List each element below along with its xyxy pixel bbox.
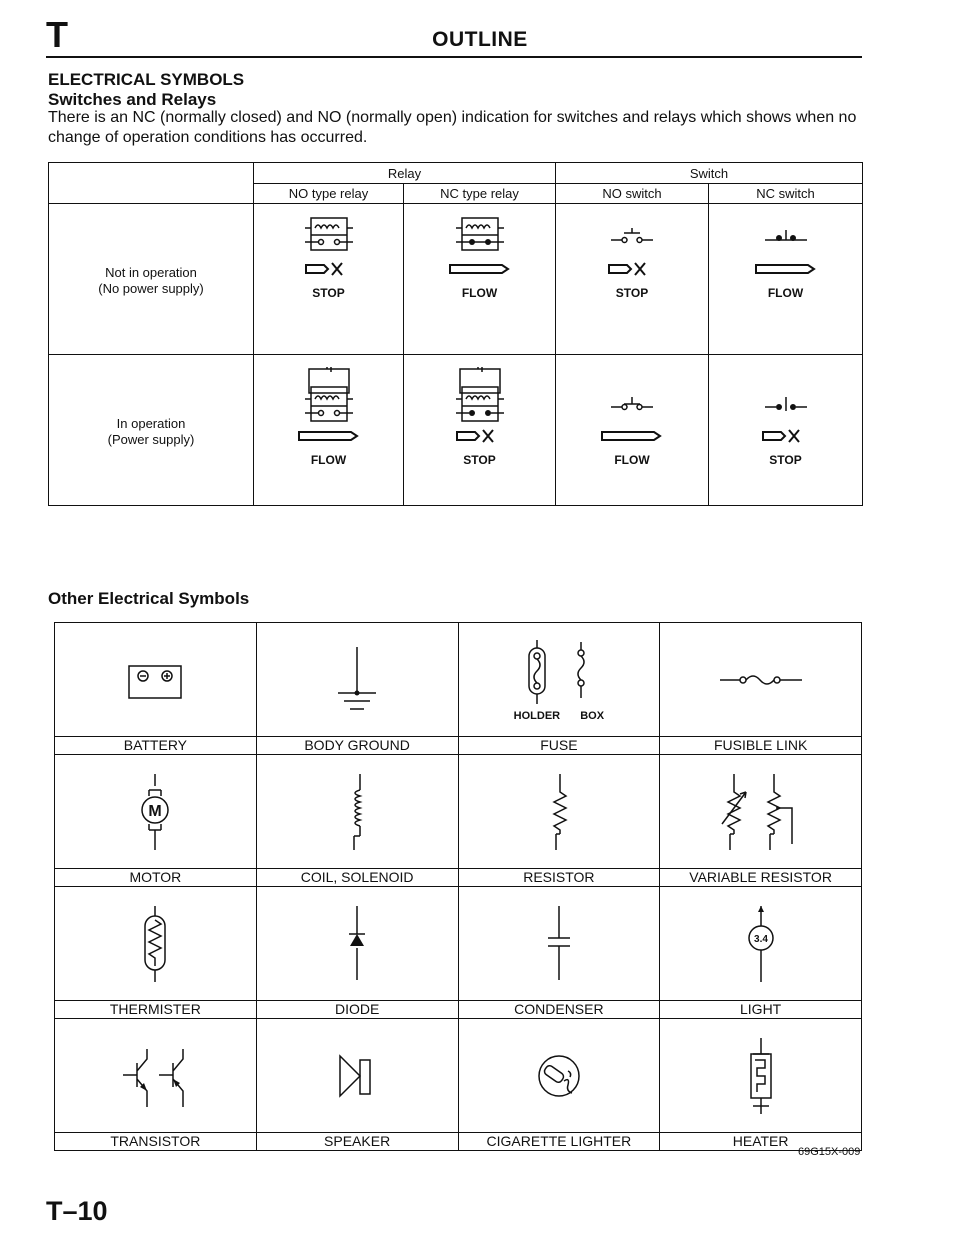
variable-resistor-icon	[716, 772, 806, 852]
no-relay-open-icon	[303, 216, 355, 252]
cell-nc-switch-on	[709, 355, 863, 506]
header-rule	[46, 56, 862, 58]
nc-switch-closed-icon	[761, 216, 811, 252]
flow-arrow-icon	[448, 260, 512, 278]
label-row	[55, 737, 862, 755]
symbol-name: SPEAKER	[256, 1133, 458, 1151]
symbol-row	[55, 623, 862, 737]
battery-icon	[125, 658, 185, 702]
symbol-name: BATTERY	[55, 737, 257, 755]
diode-icon	[342, 904, 372, 984]
row-state: In operation (Power supply)	[49, 355, 254, 506]
fuse-cell	[458, 623, 660, 737]
cigarette-lighter-cell	[458, 1019, 660, 1133]
nc-relay-energized-icon	[454, 367, 506, 423]
motor-glyph: M	[148, 802, 163, 820]
col-header-no-switch: NO switch	[556, 184, 709, 204]
table-row	[49, 204, 863, 355]
symbol-row	[55, 1019, 862, 1133]
stop-arrow-icon	[607, 260, 657, 278]
table-row	[49, 355, 863, 506]
result-label: STOP	[463, 453, 496, 467]
symbol-row	[55, 755, 862, 869]
light-cell	[660, 887, 862, 1001]
fuse-icon	[509, 638, 609, 708]
figure-code: 69G15X-009	[798, 1146, 861, 1158]
symbol-name: HEATER	[660, 1133, 862, 1151]
symbol-name: THERMISTER	[55, 1001, 257, 1019]
motor-icon	[135, 772, 175, 852]
speaker-cell	[256, 1019, 458, 1133]
no-switch-open-icon	[607, 216, 657, 252]
symbol-name: FUSIBLE LINK	[660, 737, 862, 755]
cell-no-relay-on	[254, 355, 404, 506]
ground-icon	[332, 645, 382, 715]
resistor-icon	[544, 772, 574, 852]
page-title: OUTLINE	[432, 28, 528, 51]
page-number: T–10	[46, 1196, 108, 1226]
result-label: FLOW	[767, 286, 804, 300]
coil-cell	[256, 755, 458, 869]
flow-arrow-icon	[754, 260, 818, 278]
symbol-name: CIGARETTE LIGHTER	[458, 1133, 660, 1151]
result-label: FLOW	[310, 453, 347, 467]
cell-nc-relay-off	[404, 204, 556, 355]
heater-icon	[741, 1036, 781, 1116]
result-label: FLOW	[614, 453, 650, 467]
intro-paragraph: There is an NC (normally closed) and NO (normally open) indication for switches and relays which shows when no change of operation conditions has occurred.	[48, 109, 857, 146]
transistor-icon	[115, 1041, 195, 1111]
symbol-name: TRANSISTOR	[55, 1133, 257, 1151]
motor-cell	[55, 755, 257, 869]
cell-no-switch-on	[556, 355, 709, 506]
symbol-name: FUSE	[458, 737, 660, 755]
light-icon	[741, 904, 781, 984]
symbol-name: CONDENSER	[458, 1001, 660, 1019]
symbol-name: DIODE	[256, 1001, 458, 1019]
cell-no-switch-off	[556, 204, 709, 355]
fusible-link-icon	[716, 665, 806, 695]
fuse-box-label: BOX	[580, 709, 605, 722]
stop-arrow-icon	[455, 427, 505, 445]
nc-relay-closed-icon	[454, 216, 506, 252]
cell-nc-switch-off	[709, 204, 863, 355]
transistor-cell	[55, 1019, 257, 1133]
speaker-icon	[332, 1046, 382, 1106]
section-letter: T	[46, 14, 68, 55]
symbol-name: RESISTOR	[458, 869, 660, 887]
symbol-name: MOTOR	[55, 869, 257, 887]
cigarette-lighter-icon	[534, 1051, 584, 1101]
stop-arrow-icon	[304, 260, 354, 278]
heater-cell	[660, 1019, 862, 1133]
col-header-nc-relay: NC type relay	[404, 184, 556, 204]
coil-icon	[342, 772, 372, 852]
battery-cell	[55, 623, 257, 737]
result-label: STOP	[312, 286, 345, 300]
other-symbols-heading: Other Electrical Symbols	[48, 589, 250, 608]
symbol-row	[55, 887, 862, 1001]
condenser-icon	[544, 904, 574, 984]
condenser-cell	[458, 887, 660, 1001]
variable-resistor-cell	[660, 755, 862, 869]
label-row	[55, 1001, 862, 1019]
light-glyph: 3.4	[753, 933, 768, 945]
fusible-link-cell	[660, 623, 862, 737]
col-header-no-relay: NO type relay	[254, 184, 404, 204]
group-header-switch: Switch	[556, 163, 863, 184]
other-symbols-table	[54, 622, 862, 1151]
cell-nc-relay-on	[404, 355, 556, 506]
label-row	[55, 1133, 862, 1151]
result-label: STOP	[615, 286, 649, 300]
thermistor-icon	[135, 904, 175, 984]
symbol-name: BODY GROUND	[256, 737, 458, 755]
no-switch-pressed-icon	[607, 367, 657, 423]
symbol-name: LIGHT	[660, 1001, 862, 1019]
row-state: Not in operation (No power supply)	[49, 204, 254, 355]
table-corner	[49, 163, 254, 204]
resistor-cell	[458, 755, 660, 869]
fuse-holder-label: HOLDER	[513, 709, 561, 722]
section-heading: ELECTRICAL SYMBOLS	[48, 70, 245, 89]
diode-cell	[256, 887, 458, 1001]
result-label: STOP	[769, 453, 802, 467]
flow-arrow-icon	[297, 427, 361, 445]
result-label: FLOW	[461, 286, 498, 300]
col-header-nc-switch: NC switch	[709, 184, 863, 204]
cell-no-relay-off	[254, 204, 404, 355]
symbol-name: VARIABLE RESISTOR	[660, 869, 862, 887]
label-row	[55, 869, 862, 887]
stop-arrow-icon	[761, 427, 811, 445]
group-header-relay: Relay	[254, 163, 556, 184]
thermistor-cell	[55, 887, 257, 1001]
flow-arrow-icon	[600, 427, 664, 445]
symbol-name: COIL, SOLENOID	[256, 869, 458, 887]
subsection-heading: Switches and Relays	[48, 90, 217, 109]
no-relay-energized-icon	[303, 367, 355, 423]
switches-relays-table	[48, 162, 863, 506]
nc-switch-pressed-icon	[761, 367, 811, 423]
body-ground-cell	[256, 623, 458, 737]
